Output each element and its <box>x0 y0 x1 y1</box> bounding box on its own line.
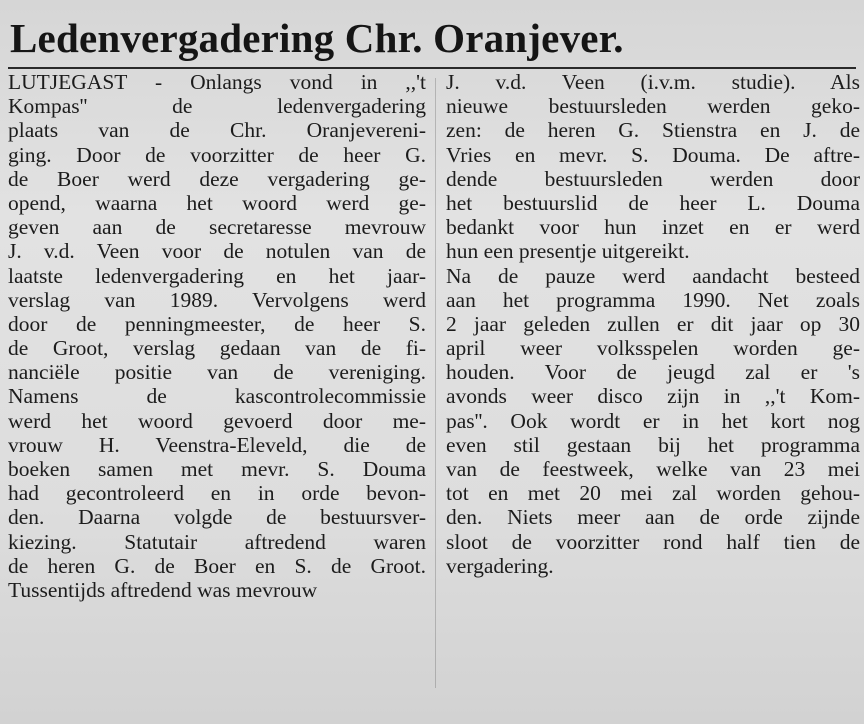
article-text-line: had gecontroleerd en in orde bevon- <box>8 481 426 506</box>
article-text-line: hun een presentje uitgereikt. <box>446 239 690 264</box>
headline-rule <box>8 67 856 69</box>
article-text-line: Na de pauze werd aandacht besteed <box>446 263 860 288</box>
article-column-right <box>446 70 860 578</box>
article-text-line: plaats van de Chr. Oranjevereni- <box>8 118 426 143</box>
article-text-line: de Boer werd deze vergadering ge- <box>8 166 426 191</box>
article-text-line: geven aan de secretaresse mevrouw <box>8 215 426 240</box>
article-text-line: Vries en mevr. S. Douma. De aftre- <box>446 142 860 167</box>
article-text-line: den. Daarna volgde de bestuursver- <box>8 505 426 530</box>
article-text-line: Namens de kascontrolecommissie <box>8 384 426 409</box>
article-text-line: ging. Door de voorzitter de heer G. <box>8 142 426 167</box>
article-text-line: LUTJEGAST - Onlangs vond in ,,'t <box>8 70 426 94</box>
article-text-line: houden. Voor de jeugd zal er 's <box>446 360 860 385</box>
article-text-line: tot en met 20 mei zal worden gehou- <box>446 481 860 506</box>
article-text-line: den. Niets meer aan de orde zijnde <box>446 505 860 530</box>
article-text-line: Kompas'' de ledenvergadering <box>8 94 426 119</box>
article-text-line: verslag van 1989. Vervolgens werd <box>8 287 426 312</box>
article-text-line: opend, waarna het woord werd ge- <box>8 190 426 215</box>
article-text-line: J. v.d. Veen (i.v.m. studie). Als <box>446 70 860 94</box>
article-text-line: pas''. Ook wordt er in het kort nog <box>446 408 860 433</box>
article-text-line: van de feestweek, welke van 23 mei <box>446 457 860 481</box>
article-text-line: vergadering. <box>446 553 554 578</box>
article-text-line: J. v.d. Veen voor de notulen van de <box>8 239 426 264</box>
article-headline: Ledenvergadering Chr. Oranjever. <box>10 15 624 61</box>
article-text-line: werd het woord gevoerd door me- <box>8 408 426 433</box>
article-column-left <box>8 70 426 602</box>
article-text-line: zen: de heren G. Stienstra en J. de <box>446 118 860 143</box>
article-text-line: avonds weer disco zijn in ,,'t Kom- <box>446 384 860 409</box>
article-text-line: door de penningmeester, de heer S. <box>8 311 426 336</box>
article-text-line: Tussentijds aftredend was mevrouw <box>8 577 318 602</box>
article-text-line: laatste ledenvergadering en het jaar- <box>8 263 426 288</box>
article-text-line: boeken samen met mevr. S. Douma <box>8 457 426 481</box>
article-text-line: even stil gestaan bij het programma <box>446 432 860 457</box>
article-text-line: kiezing. Statutair aftredend waren <box>8 529 426 554</box>
article-text-line: de Groot, verslag gedaan van de fi- <box>8 336 426 361</box>
article-text-line: bedankt voor hun inzet en er werd <box>446 215 860 240</box>
article-text-line: vrouw H. Veenstra-Eleveld, die de <box>8 432 426 457</box>
article-text-line: de heren G. de Boer en S. de Groot. <box>8 553 426 578</box>
article-text-line: sloot de voorzitter rond half tien de <box>446 529 860 554</box>
article-text-line: nanciële positie van de vereniging. <box>8 360 426 385</box>
article-text-line: nieuwe bestuursleden werden geko- <box>446 94 860 119</box>
article-text-line: het bestuurslid de heer L. Douma <box>446 190 860 215</box>
article-text-line: 2 jaar geleden zullen er dit jaar op 30 <box>446 311 860 336</box>
article-text-line: april weer volksspelen worden ge- <box>446 336 860 361</box>
article-text-line: aan het programma 1990. Net zoals <box>446 287 860 312</box>
column-divider <box>435 78 436 688</box>
article-text-line: dende bestuursleden werden door <box>446 166 860 191</box>
